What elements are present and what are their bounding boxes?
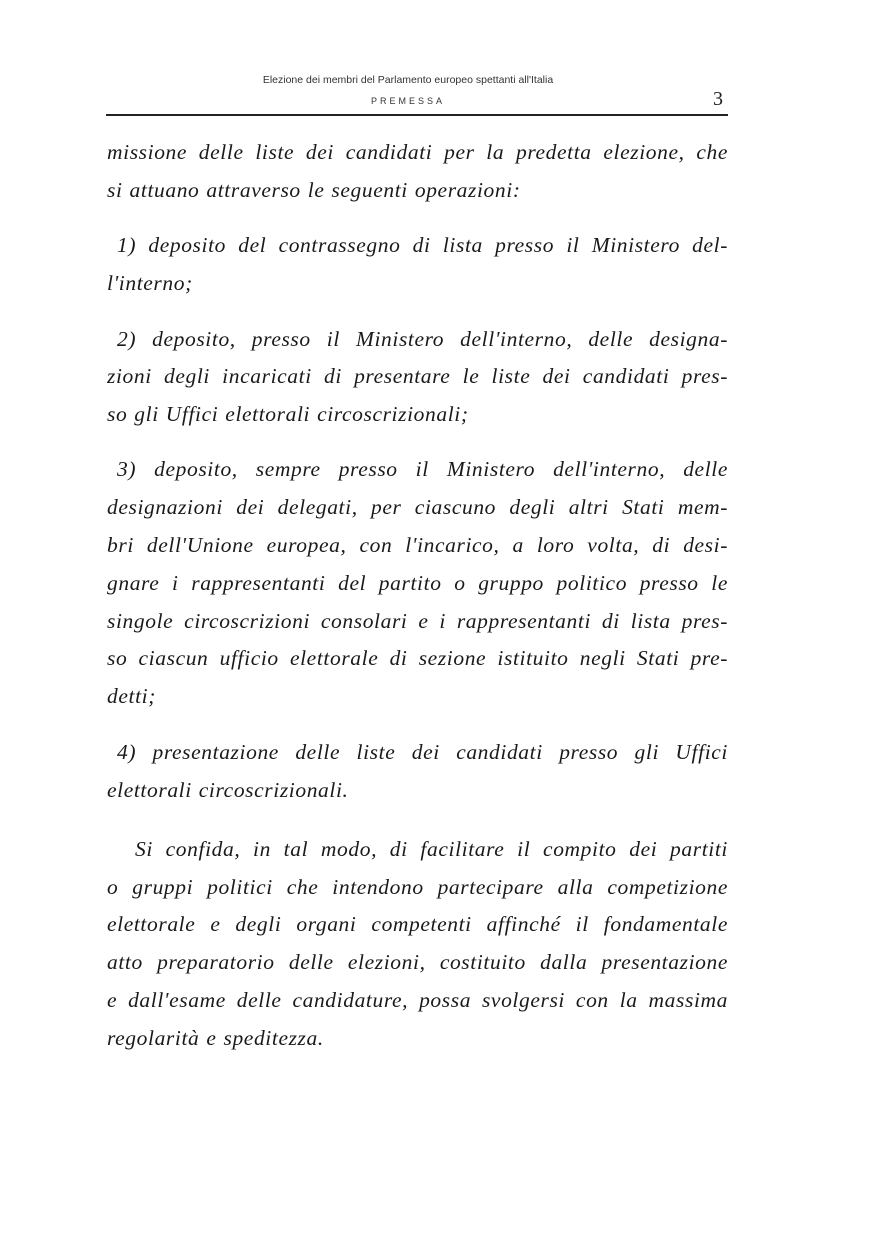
text-line: singole circoscrizioni consolari e i rappresentanti di lista pres- bbox=[107, 609, 728, 633]
text-line: missione delle liste dei candidati per la predetta elezione, che bbox=[107, 140, 728, 164]
text-line: 4) presentazione delle liste dei candidati presso gli Uffici bbox=[117, 740, 728, 764]
text-line: so gli Uffici elettorali circoscrizionali; bbox=[107, 402, 469, 426]
text-line: elettorali circoscrizionali. bbox=[107, 778, 349, 802]
text-line: si attuano attraverso le seguenti operazioni: bbox=[107, 178, 521, 202]
text-line: elettorale e degli organi competenti affinché il fondamentale bbox=[107, 912, 728, 936]
text-line: l'interno; bbox=[107, 271, 193, 295]
text-line: gnare i rappresentanti del partito o gruppo politico presso le bbox=[107, 571, 728, 595]
text-line: so ciascun ufficio elettorale di sezione istituito negli Stati pre- bbox=[107, 646, 728, 670]
text-line: 1) deposito del contrassegno di lista presso il Ministero del- bbox=[117, 233, 728, 257]
text-line: detti; bbox=[107, 684, 156, 708]
running-header-title: Elezione dei membri del Parlamento europeo spettanti all'Italia bbox=[262, 74, 554, 86]
text-line: zioni degli incaricati di presentare le liste dei candidati pres- bbox=[107, 364, 728, 388]
text-line: designazioni dei delegati, per ciascuno degli altri Stati mem- bbox=[107, 495, 728, 519]
header-rule bbox=[106, 114, 728, 116]
text-line: o gruppi politici che intendono partecipare alla competizione bbox=[107, 875, 728, 899]
text-line: 3) deposito, sempre presso il Ministero dell'interno, delle bbox=[117, 457, 728, 481]
page-number: 3 bbox=[713, 88, 723, 110]
text-line: e dall'esame delle candidature, possa svolgersi con la massima bbox=[107, 988, 728, 1012]
text-line: 2) deposito, presso il Ministero dell'interno, delle designa- bbox=[117, 327, 728, 351]
text-line: regolarità e speditezza. bbox=[107, 1026, 324, 1050]
text-line: atto preparatorio delle elezioni, costituito dalla presentazione bbox=[107, 950, 728, 974]
running-header-section: PREMESSA bbox=[370, 96, 445, 106]
text-line: bri dell'Unione europea, con l'incarico, a loro volta, di desi- bbox=[107, 533, 728, 557]
text-line: Si confida, in tal modo, di facilitare il compito dei partiti bbox=[135, 837, 728, 861]
